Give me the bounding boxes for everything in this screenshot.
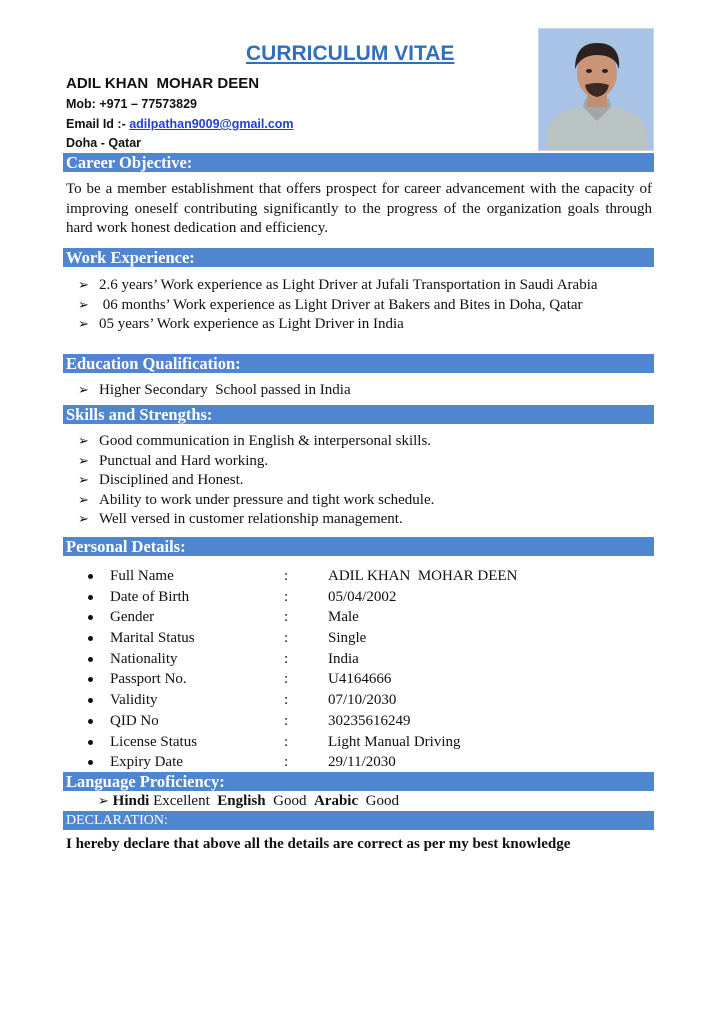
round-bullet-icon bbox=[88, 595, 93, 600]
detail-row-expiry-date bbox=[86, 752, 606, 773]
email-label: Email Id :- bbox=[66, 117, 130, 131]
mobile-number: Mob: +971 – 77573829 bbox=[66, 97, 197, 111]
section-education-heading: Education Qualification: bbox=[63, 354, 654, 373]
detail-separator: : bbox=[284, 733, 289, 750]
detail-row-gender bbox=[86, 607, 606, 628]
language-name: Hindi bbox=[112, 793, 150, 809]
list-item bbox=[78, 381, 654, 401]
detail-value: U4164666 bbox=[328, 671, 392, 688]
arrowhead-bullet-icon: ➢ bbox=[78, 383, 89, 398]
section-career-objective-heading: Career Objective: bbox=[63, 153, 654, 172]
section-personal-details-heading: Personal Details: bbox=[63, 537, 654, 556]
arrowhead-bullet-icon: ➢ bbox=[78, 278, 89, 293]
work-experience-item: 05 years’ Work experience as Light Driver in India bbox=[99, 316, 404, 332]
detail-row-validity bbox=[86, 690, 606, 711]
detail-separator: : bbox=[284, 588, 289, 605]
cv-title: CURRICULUM VITAE bbox=[246, 42, 455, 65]
detail-label: Gender bbox=[110, 609, 155, 626]
detail-row-nationality bbox=[86, 649, 606, 670]
language-level: Good bbox=[273, 793, 307, 809]
detail-value: ADIL KHAN MOHAR DEEN bbox=[328, 568, 518, 584]
detail-label: Full Name bbox=[110, 568, 174, 584]
detail-row-qid-no bbox=[86, 711, 606, 732]
detail-value: Light Manual Driving bbox=[328, 733, 461, 750]
section-language-heading: Language Proficiency: bbox=[63, 772, 654, 791]
detail-separator: : bbox=[284, 754, 289, 771]
profile-photo bbox=[538, 28, 654, 151]
arrowhead-bullet-icon: ➢ bbox=[78, 434, 89, 449]
detail-row-passport-no bbox=[86, 669, 606, 690]
arrowhead-bullet-icon: ➢ bbox=[98, 794, 109, 809]
detail-label: Date of Birth bbox=[110, 588, 190, 605]
round-bullet-icon bbox=[88, 698, 93, 703]
detail-separator: : bbox=[284, 630, 289, 647]
education-item: Higher Secondary School passed in India bbox=[99, 382, 351, 398]
language-level: Good bbox=[365, 793, 399, 809]
round-bullet-icon bbox=[88, 615, 93, 620]
declaration-text: I hereby declare that above all the details are correct as per my best knowledge bbox=[66, 836, 571, 852]
detail-separator: : bbox=[284, 568, 289, 584]
detail-label: QID No bbox=[110, 712, 159, 729]
personal-details-table bbox=[86, 566, 606, 773]
detail-row-full-name bbox=[86, 566, 606, 587]
detail-label: Nationality bbox=[110, 650, 178, 667]
language-name: Arabic bbox=[313, 793, 359, 809]
detail-separator: : bbox=[284, 650, 289, 667]
list-item bbox=[78, 471, 654, 491]
skill-item: Ability to work under pressure and tight work schedule. bbox=[99, 491, 435, 508]
arrowhead-bullet-icon: ➢ bbox=[78, 317, 89, 332]
work-experience-item: 06 months’ Work experience as Light Driver at Bakers and Bites in Doha, Qatar bbox=[99, 296, 583, 313]
language-level: Excellent bbox=[153, 793, 210, 809]
round-bullet-icon bbox=[88, 740, 93, 745]
detail-value: 07/10/2030 bbox=[328, 692, 397, 709]
round-bullet-icon bbox=[88, 719, 93, 724]
detail-row-marital-status bbox=[86, 628, 606, 649]
language-list bbox=[98, 792, 399, 811]
detail-separator: : bbox=[284, 692, 289, 709]
list-item bbox=[78, 452, 654, 472]
detail-label: License Status bbox=[110, 733, 198, 750]
work-experience-item: 2.6 years’ Work experience as Light Driver at Jufali Transportation in Saudi Arabia bbox=[99, 277, 598, 293]
education-list bbox=[78, 381, 654, 401]
list-item bbox=[78, 491, 654, 511]
round-bullet-icon bbox=[88, 636, 93, 641]
detail-label: Validity bbox=[110, 692, 158, 709]
detail-label: Marital Status bbox=[110, 630, 195, 647]
arrowhead-bullet-icon: ➢ bbox=[78, 297, 89, 313]
detail-value: India bbox=[328, 650, 359, 667]
language-name: English bbox=[217, 793, 266, 809]
arrowhead-bullet-icon: ➢ bbox=[78, 473, 89, 488]
detail-value: Single bbox=[328, 630, 367, 647]
detail-separator: : bbox=[284, 712, 289, 729]
skill-item: Good communication in English & interpersonal skills. bbox=[99, 433, 432, 449]
detail-label: Passport No. bbox=[110, 671, 187, 688]
round-bullet-icon bbox=[88, 677, 93, 682]
skill-item: Disciplined and Honest. bbox=[99, 472, 244, 488]
arrowhead-bullet-icon: ➢ bbox=[78, 453, 89, 469]
round-bullet-icon bbox=[88, 657, 93, 662]
skill-item: Well versed in customer relationship management. bbox=[99, 511, 403, 527]
career-objective-text: To be a member establishment that offers prospect for career advancement with the capacity of improving oneself contributing significantly to the progress of the organization goals through hard work honest dedication and efficiency. bbox=[66, 181, 652, 236]
detail-separator: : bbox=[284, 609, 289, 626]
detail-value: Male bbox=[328, 609, 359, 626]
section-work-experience-heading: Work Experience: bbox=[63, 248, 654, 267]
list-item bbox=[78, 432, 654, 452]
round-bullet-icon bbox=[88, 574, 93, 579]
portrait-image bbox=[539, 29, 654, 151]
section-declaration-heading: DECLARATION: bbox=[63, 811, 654, 830]
detail-label: Expiry Date bbox=[110, 754, 183, 771]
section-skills-heading: Skills and Strengths: bbox=[63, 405, 654, 424]
arrowhead-bullet-icon: ➢ bbox=[78, 492, 89, 508]
detail-row-date-of-birth bbox=[86, 587, 606, 608]
skills-list bbox=[78, 432, 654, 530]
detail-separator: : bbox=[284, 671, 289, 688]
work-experience-list bbox=[78, 276, 654, 335]
detail-value: 30235616249 bbox=[328, 712, 411, 729]
location: Doha - Qatar bbox=[66, 136, 142, 150]
arrowhead-bullet-icon: ➢ bbox=[78, 512, 89, 527]
list-item bbox=[78, 315, 654, 335]
round-bullet-icon bbox=[88, 760, 93, 765]
list-item bbox=[78, 510, 654, 530]
list-item bbox=[78, 296, 654, 316]
detail-value: 29/11/2030 bbox=[328, 754, 396, 771]
skill-item: Punctual and Hard working. bbox=[99, 452, 269, 469]
email-link[interactable]: adilpathan9009@gmail.com bbox=[129, 117, 294, 131]
detail-value: 05/04/2002 bbox=[328, 588, 397, 605]
candidate-name: ADIL KHAN MOHAR DEEN bbox=[66, 75, 260, 92]
email-line bbox=[66, 117, 294, 131]
detail-row-license-status bbox=[86, 732, 606, 753]
list-item bbox=[78, 276, 654, 296]
